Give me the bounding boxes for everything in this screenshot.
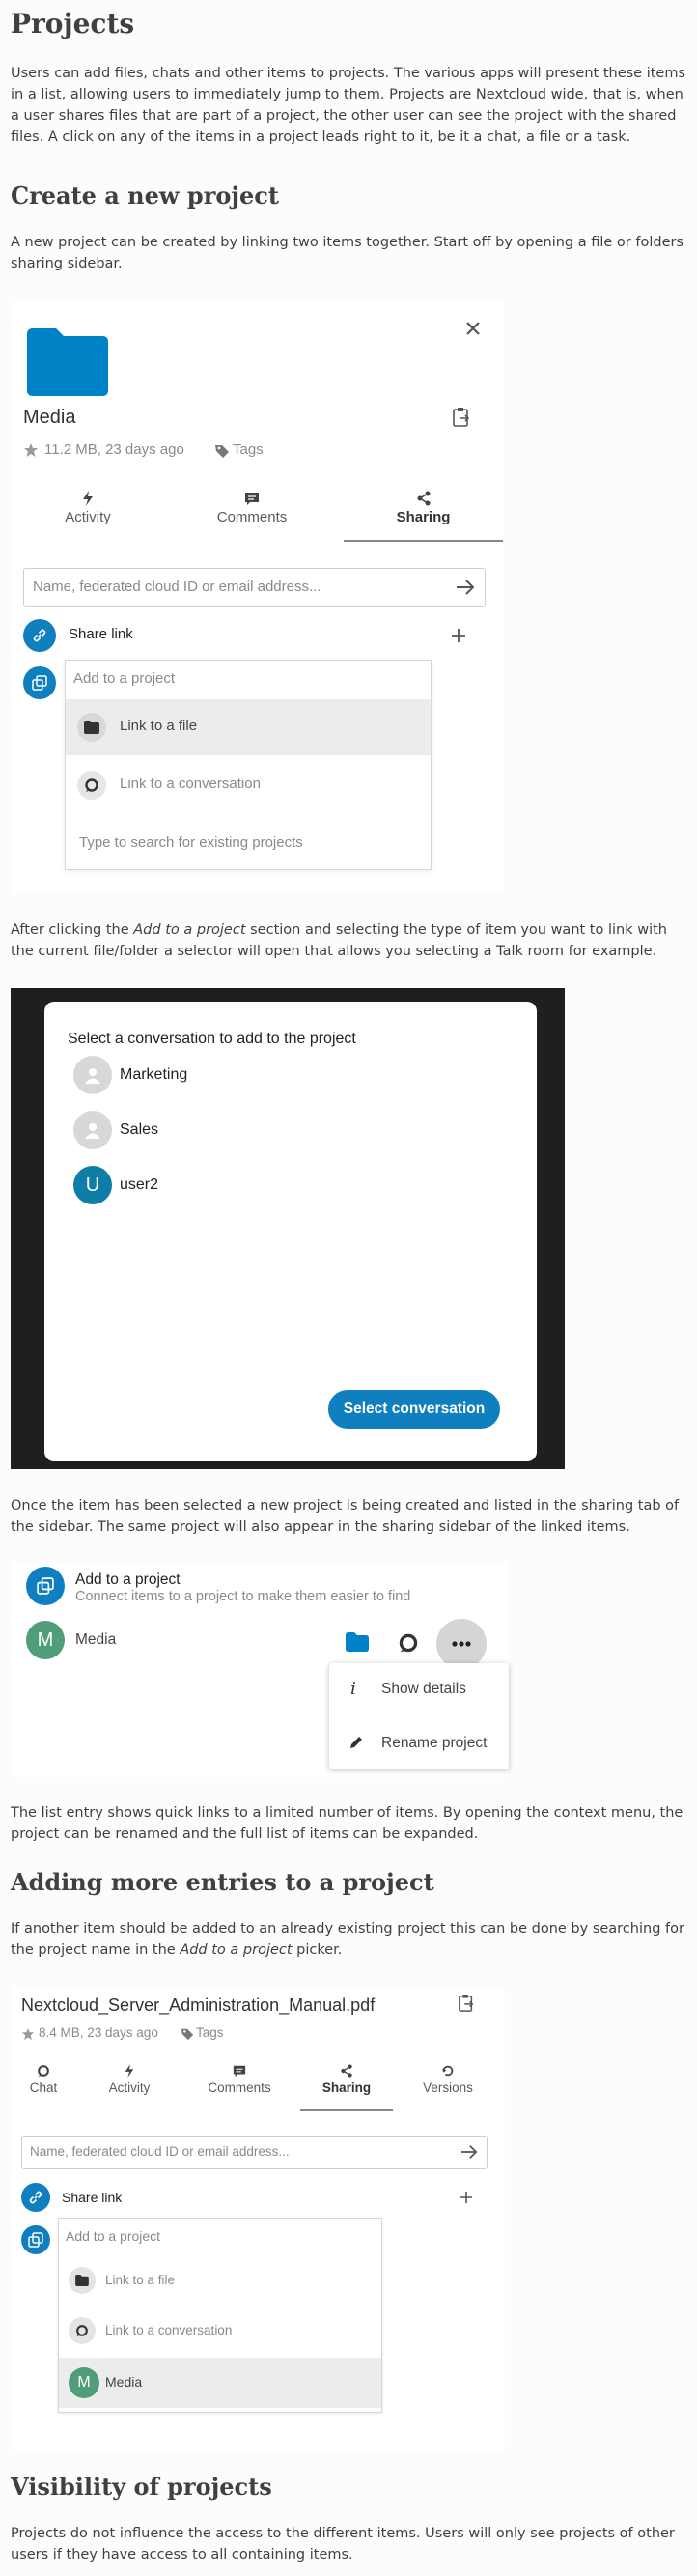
tags-label[interactable]: Tags — [196, 2025, 224, 2040]
screenshot-conversation-picker — [11, 988, 565, 1469]
tag-icon — [181, 2027, 194, 2041]
share-input-placeholder: Name, federated cloud ID or email address... — [30, 2144, 290, 2159]
close-icon[interactable] — [463, 319, 483, 338]
menu-item-show-details[interactable] — [329, 1663, 509, 1715]
tab-label: Comments — [216, 509, 288, 525]
project-avatar: M — [69, 2367, 99, 2398]
project-avatar: M — [26, 1621, 65, 1659]
text-run: After clicking the — [11, 922, 134, 938]
page-title: Projects — [11, 8, 135, 40]
project-icon — [21, 2225, 50, 2254]
arrow-right-icon[interactable] — [456, 579, 475, 596]
option-label: Link to a conversation — [120, 776, 261, 792]
share-link-label[interactable]: Share link — [62, 2190, 123, 2205]
menu-item-rename-project[interactable] — [329, 1717, 509, 1769]
file-meta: 11.2 MB, 23 days ago — [44, 441, 184, 458]
project-icon — [26, 1567, 65, 1605]
folder-small-icon — [69, 2267, 96, 2294]
screenshot-project-list — [11, 1563, 508, 1777]
add-to-project-subtitle: Connect items to a project to make them easier to find — [75, 1589, 411, 1604]
conversation-item-marketing[interactable] — [73, 1056, 460, 1096]
file-meta: 8.4 MB, 23 days ago — [39, 2025, 158, 2040]
search-hint: Type to search for existing projects — [79, 835, 303, 851]
add-to-project-input[interactable]: Add to a project — [73, 670, 176, 687]
menu-item-label: Show details — [381, 1681, 466, 1697]
intro-paragraph: Users can add files, chats and other items to projects. The various apps will present these items in a list, allowing users to immediately jump to them. Projects are Nextcloud wide, that is, when a user shares files that are part of a project, the other user can see the project with the shared files. A click on any of the items in a project leads right to it, be it a chat, a file or a task. — [11, 66, 686, 145]
project-name[interactable]: Media — [75, 1631, 117, 1648]
conversation-name: user2 — [120, 1176, 159, 1193]
modal-title: Select a conversation to add to the project — [68, 1031, 356, 1047]
arrow-right-icon[interactable] — [460, 2144, 478, 2160]
result-label: Media — [105, 2374, 143, 2390]
tab-label: Comments — [208, 2081, 271, 2095]
tab-label: Versions — [423, 2081, 473, 2095]
tab-sharing[interactable] — [344, 491, 503, 529]
modal-dialog — [44, 1002, 537, 1461]
conversation-name: Marketing — [120, 1066, 188, 1083]
tab-activity[interactable] — [94, 2064, 165, 2095]
screenshot-sharing-sidebar — [11, 302, 503, 893]
adding-entries-paragraph — [11, 1918, 686, 1961]
option-link-file[interactable] — [66, 699, 431, 755]
tab-label: Sharing — [321, 2081, 372, 2095]
option-link-conversation[interactable] — [59, 2306, 381, 2354]
star-icon[interactable] — [21, 2027, 35, 2041]
add-to-project-input[interactable]: Add to a project — [66, 2228, 161, 2244]
once-selected-paragraph: Once the item has been selected a new project is being created and listed in the sharing tab of the sidebar. The same project will also appear in the sharing sidebar of the linked items. — [11, 1498, 680, 1535]
heading-adding-entries: Adding more entries to a project — [11, 1868, 434, 1896]
tab-chat[interactable] — [14, 2064, 72, 2095]
active-tab-indicator — [300, 2109, 393, 2111]
add-to-project-dropdown[interactable] — [65, 660, 432, 870]
tab-label: Activity — [65, 509, 111, 525]
clipboard-icon[interactable] — [458, 1994, 475, 2013]
share-input[interactable] — [21, 2136, 488, 2169]
option-label: Link to a conversation — [105, 2323, 233, 2337]
talk-link-icon[interactable] — [398, 1632, 419, 1654]
select-conversation-button[interactable]: Select conversation — [328, 1390, 500, 1429]
info-icon: i — [350, 1679, 356, 1699]
folder-small-icon — [77, 713, 106, 742]
tab-label: Activity — [108, 2081, 151, 2095]
folder-icon — [27, 328, 108, 396]
tab-activity[interactable] — [11, 491, 165, 529]
pencil-icon — [348, 1735, 364, 1750]
text-run: section and selecting the type of item you want to link with the current file/folder a selector will open that allows you selecting a Talk room for example. — [11, 922, 667, 959]
emphasis: Add to a project — [180, 1942, 293, 1958]
clipboard-icon[interactable] — [452, 407, 471, 428]
create-project-paragraph: A new project can be created by linking two items together. Start off by opening a file or folders sharing sidebar. — [11, 235, 684, 271]
add-to-project-title[interactable]: Add to a project — [75, 1571, 181, 1588]
star-icon[interactable] — [23, 442, 39, 458]
visibility-paragraph: Projects do not influence the access to the different items. Users will only see projects of other users if they have access to all containing items. — [11, 2526, 675, 2562]
option-label: Link to a file — [105, 2273, 176, 2287]
option-link-conversation[interactable] — [66, 757, 431, 813]
search-result-media[interactable] — [59, 2358, 381, 2408]
after-clicking-paragraph — [11, 920, 686, 962]
share-input-placeholder: Name, federated cloud ID or email address... — [33, 579, 321, 595]
heading-visibility: Visibility of projects — [11, 2473, 272, 2501]
conversation-item-user2[interactable] — [73, 1166, 460, 1206]
link-icon — [21, 2183, 50, 2212]
share-link-label[interactable]: Share link — [69, 626, 133, 642]
tab-comments[interactable] — [175, 491, 329, 529]
option-link-file[interactable] — [59, 2255, 381, 2304]
group-avatar-icon — [73, 1111, 112, 1149]
option-label: Link to a file — [120, 718, 198, 734]
list-entry-paragraph: The list entry shows quick links to a limited number of items. By opening the context menu, the project can be renamed and the full list of items can be expanded. — [11, 1805, 683, 1842]
tab-versions[interactable] — [412, 2064, 484, 2095]
file-name: Nextcloud_Server_Administration_Manual.pdf — [21, 1996, 376, 2015]
menu-item-label: Rename project — [381, 1735, 488, 1751]
more-options-button[interactable] — [436, 1619, 487, 1669]
plus-icon[interactable] — [451, 628, 466, 643]
talk-icon — [77, 771, 106, 800]
project-icon — [23, 666, 56, 699]
emphasis: Add to a project — [133, 922, 246, 938]
text-run: picker. — [292, 1942, 343, 1958]
conversation-item-sales[interactable] — [73, 1111, 460, 1151]
user-avatar: U — [73, 1166, 112, 1204]
plus-icon[interactable] — [460, 2191, 473, 2204]
conversation-name: Sales — [120, 1121, 159, 1138]
active-tab-indicator — [344, 540, 503, 542]
link-icon — [23, 619, 56, 652]
tag-icon — [214, 443, 230, 459]
tab-comments[interactable] — [196, 2064, 283, 2095]
tags-label[interactable]: Tags — [233, 441, 264, 458]
group-avatar-icon — [73, 1056, 112, 1094]
screenshot-add-existing-project — [11, 1986, 505, 2451]
folder-link-icon[interactable] — [346, 1632, 369, 1652]
text-run: If another item should be added to an already existing project this can be done by searching for the project name in the — [11, 1921, 684, 1958]
folder-name: Media — [23, 407, 76, 428]
add-to-project-dropdown[interactable] — [58, 2218, 382, 2413]
tab-label: Chat — [29, 2081, 58, 2095]
tab-label: Sharing — [396, 509, 451, 525]
heading-create-project: Create a new project — [11, 182, 280, 210]
context-menu — [329, 1663, 509, 1769]
talk-icon — [69, 2317, 96, 2344]
share-input[interactable] — [23, 568, 486, 607]
tab-sharing[interactable] — [300, 2064, 393, 2095]
